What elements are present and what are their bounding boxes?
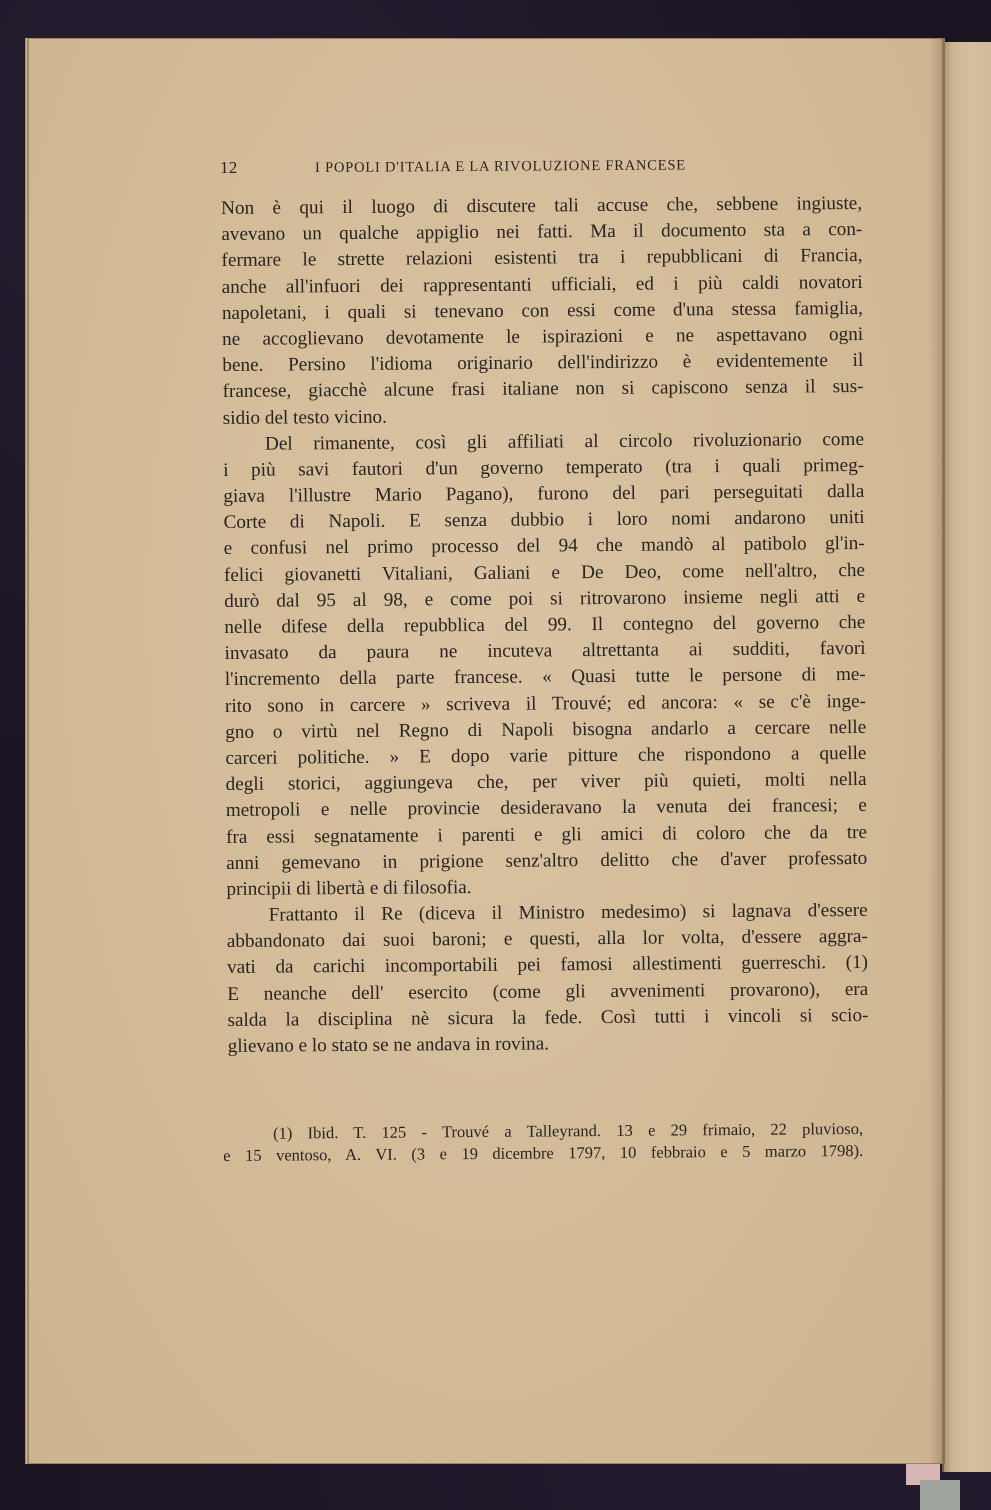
text-line: e confusi nel primo processo del 94 che mandò al patibolo gl'in-: [223, 533, 865, 560]
text-line: fra essi segnatamente i parenti e gli amici di coloro che da tre: [225, 821, 868, 848]
text-line: abbandonato dai suoi baroni; e questi, alla lor volta, d'essere aggra-: [226, 926, 868, 953]
running-head: [220, 158, 860, 178]
text-line: durò dal 95 al 98, e come poi si ritrovarono insieme negli atti e: [224, 585, 866, 612]
text-line: principii di libertà e di filosofia.: [226, 876, 472, 900]
text-line: E neanche dell' esercito (come gli avvenimenti provarono), era: [227, 978, 869, 1005]
facing-page-edge: [942, 42, 991, 1472]
text-line: carceri politiche. » E dopo varie pitture che rispondono a quelle: [225, 742, 867, 769]
text-line: metropoli e nelle provincie desideravano la venuta dei francesi; e: [225, 795, 867, 822]
text-line: francese, giacchè alcune frasi italiane non si capiscono senza il sus-: [222, 376, 864, 403]
text-line: bene. Persino l'idioma originario dell'indirizzo è evidentemente il: [222, 350, 864, 377]
text-line: glievano e lo stato se ne andava in rovina.: [227, 1033, 550, 1057]
text-line: giava l'illustre Mario Pagano), furono del pari perseguitati dalla: [223, 481, 865, 508]
text-line: salda la disciplina nè sicura la fede. Così tutti i vincoli si scio-: [227, 1004, 869, 1031]
paragraph-start-line: Frattanto il Re (diceva il Ministro medesimo) si lagnava d'essere: [268, 900, 868, 926]
body-text: [221, 191, 869, 1060]
text-line: invasato da paura ne incuteva altrettanta ai sudditi, favorì: [224, 638, 866, 665]
footnote-line: e 15 ventoso, A. VI. (3 e 19 dicembre 1797, 10 febbraio e 5 marzo 1798).: [223, 1140, 864, 1165]
text-line: Non è qui il luogo di discutere tali accuse che, sebbene ingiuste,: [221, 192, 863, 219]
text-line: anni gemevano in prigione senz'altro delitto che d'aver professato: [226, 847, 868, 874]
text-line: nelle difese della repubblica del 99. Il contegno del governo che: [224, 611, 866, 638]
text-line: Corte di Napoli. E senza dubbio i loro nomi andarono uniti: [223, 507, 865, 534]
paragraph-start-line: Del rimanente, così gli affiliati al circolo rivoluzionario come: [264, 428, 865, 455]
text-line: sidio del testo vicino.: [222, 406, 387, 429]
footnote: [223, 1118, 863, 1167]
paper-scrap: [920, 1480, 960, 1510]
footnote-line: (1) Ibid. T. 125 - Trouvé a Talleyrand. 13 e 29 frimaio, 22 pluvioso,: [273, 1118, 864, 1143]
text-line: ne accoglievano devotamente le ispirazioni e ne aspettavano ogni: [222, 323, 864, 350]
text-line: fermare le strette relazioni esistenti tra i repubblicani di Francia,: [221, 245, 863, 272]
text-line: degli storici, aggiungeva che, per viver più quieti, molti nella: [225, 769, 867, 796]
text-line: avevano un qualche appiglio nei fatti. Ma il documento sta a con-: [221, 219, 863, 246]
text-line: i più savi fautori d'un governo temperato (tra i quali primeg-: [223, 454, 865, 481]
text-line: gno o virtù nel Regno di Napoli bisogna andarlo a cercare nelle: [225, 716, 867, 743]
text-line: napoletani, i quali si tenevano con essi come d'una stessa famiglia,: [221, 297, 863, 324]
text-line: anche all'infuori dei rappresentanti ufficiali, ed i più caldi novatori: [221, 271, 863, 298]
text-line: felici giovanetti Vitaliani, Galiani e De Deo, come nell'altro, che: [223, 559, 866, 586]
text-line: rito sono in carcere » scriveva il Trouvé; ed ancora: « se c'è inge-: [224, 690, 867, 717]
page-number: 12: [220, 158, 238, 177]
text-line: l'incremento della parte francese. « Quasi tutte le persone di me-: [224, 664, 866, 691]
text-line: vati da carichi incomportabili pei famosi allestimenti guerreschi. (1): [226, 952, 869, 979]
running-title: I POPOLI D'ITALIA E LA RIVOLUZIONE FRANCESE: [314, 157, 686, 176]
